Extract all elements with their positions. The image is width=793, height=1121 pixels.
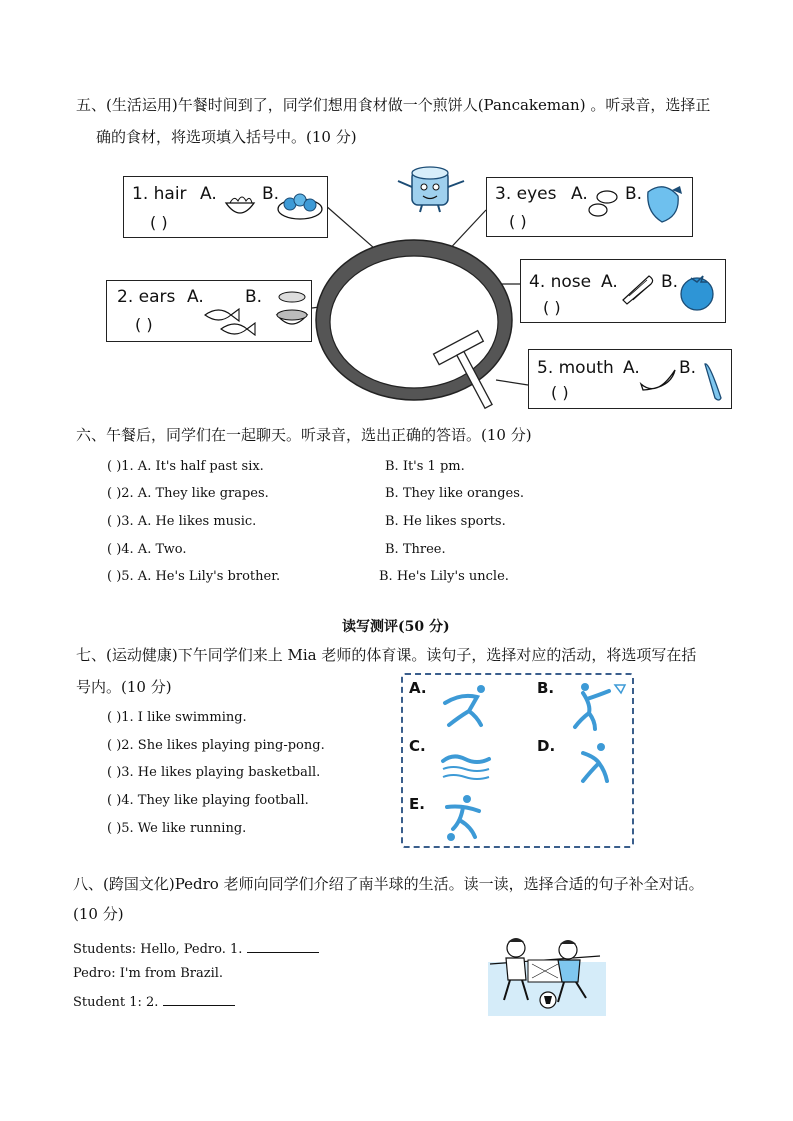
option-b: B. [245,287,263,307]
answer-blank[interactable]: ( ) [150,213,168,232]
sport-option-a-label: A. [409,679,427,697]
answer-blank[interactable]: ( ) [135,315,153,334]
q6-row-2-b: B. They like oranges. [385,486,525,501]
answer-blank[interactable]: ( ) [543,298,561,317]
noodle-bowl-icon [224,189,256,219]
option-b: B. [262,184,280,204]
q7-row-3: ( )3. He likes playing basketball. [107,765,321,780]
green-bean-icon [699,360,727,404]
banana-icon [637,364,679,398]
option-b: B. [679,358,697,378]
item-label: 1. hair [132,184,187,204]
item-label: 2. ears [117,287,176,307]
q7-row-5: ( )5. We like running. [107,821,247,836]
section5-line2: 确的食材，将选项填入括号中。(10 分) [96,128,357,146]
section8-line2: (10 分) [73,905,124,923]
dialog-text: Students: Hello, Pedro. 1. [73,942,243,957]
dialog-line-1 [73,940,319,957]
section6-heading: 六、午餐后，同学们在一起聊天。听录音，选出正确的答语。(10 分) [76,426,532,444]
tomato-icon [677,270,717,312]
answer-blank[interactable]: ( ) [509,212,527,231]
q6-row-2-a: ( )2. A. They like grapes. [107,486,269,501]
q6-row-4-b: B. Three. [385,542,446,557]
running-icon [439,683,493,731]
strawberry-icon [642,182,686,226]
option-b: B. [661,272,679,292]
swimming-icon [439,747,493,783]
option-a: A. [571,184,588,204]
q6-row-3-a: ( )3. A. He likes music. [107,514,257,529]
item-label: 3. eyes [495,184,557,204]
q6-row-1-b: B. It's 1 pm. [385,459,465,474]
food-box-hair [123,176,328,238]
section5-line1: 五、(生活运用)午餐时间到了，同学们想用食材做一个煎饼人(Pancakeman) 。听录音，选择正 [76,96,711,114]
section7-line1: 七、(运动健康)下午同学们来上 Mia 老师的体育课。读句子，选择对应的活动，将选项写在括 [76,646,697,664]
beans-icon [587,188,621,222]
q6-row-3-b: B. He likes sports. [385,514,506,529]
dialog-text: Student 1: 2. [73,995,159,1010]
ping-pong-icon [575,741,615,787]
cereal-bowl-icon [275,289,309,331]
option-a: A. [200,184,217,204]
option-b: B. [625,184,643,204]
option-a: A. [601,272,618,292]
option-a: A. [187,287,204,307]
sport-option-e-label: E. [409,795,425,813]
q6-row-5-b: B. He's Lily's uncle. [379,569,509,584]
q7-row-1: ( )1. I like swimming. [107,710,247,725]
option-a: A. [623,358,640,378]
football-icon [439,793,489,845]
corn-icon [619,270,657,306]
sport-option-c-label: C. [409,737,426,755]
dialog-line-3 [73,993,235,1010]
item-label: 5. mouth [537,358,614,378]
pancakeman-mascot-icon [392,163,472,213]
q6-row-1-a: ( )1. A. It's half past six. [107,459,264,474]
dialog-line-2: Pedro: I'm from Brazil. [73,966,224,981]
answer-blank[interactable]: ( ) [551,383,569,402]
sport-option-d-label: D. [537,737,556,755]
section8-line1: 八、(跨国文化)Pedro 老师向同学们介绍了南半球的生活。读一读，选择合适的句子补全对话。 [73,875,704,893]
basketball-icon [571,677,629,733]
blue-salad-bowl-icon [276,187,324,221]
food-box-mouth [528,349,732,409]
sport-option-b-label: B. [537,679,555,697]
q6-row-4-a: ( )4. A. Two. [107,542,187,557]
answer-blank-2[interactable] [163,993,235,1006]
q7-row-2: ( )2. She likes playing ping-pong. [107,738,325,753]
fish-icon [201,303,261,339]
food-box-eyes [486,177,693,237]
kids-playing-football-illustration [488,934,606,1018]
q7-row-4: ( )4. They like playing football. [107,793,309,808]
q6-row-5-a: ( )5. A. He's Lily's brother. [107,569,281,584]
section-title: 读写测评(50 分) [342,619,450,635]
food-box-ears [106,280,312,342]
answer-blank-1[interactable] [247,940,319,953]
sports-options-box [401,673,634,848]
item-label: 4. nose [529,272,592,292]
section7-line2: 号内。(10 分) [76,678,172,696]
food-box-nose [520,259,726,323]
